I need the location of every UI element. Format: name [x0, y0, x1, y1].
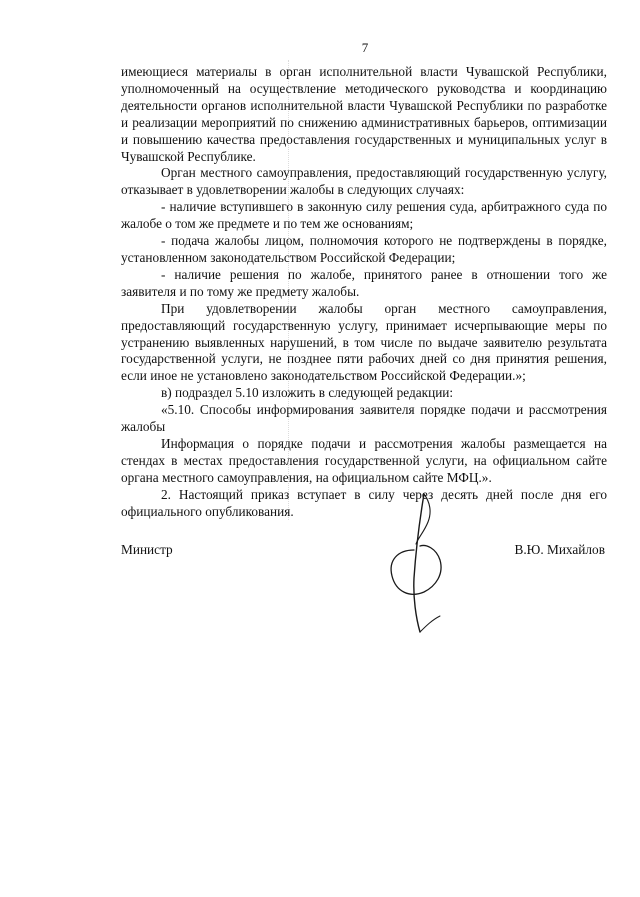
paragraph-refusal-case-repeat: - наличие решения по жалобе, принятого ранее в отношении того же заявителя и по тому же предмету жалобы.	[121, 266, 607, 299]
paragraph-subsection-heading: «5.10. Способы информирования заявителя порядке подачи и рассмотрения жалобы	[121, 402, 607, 435]
paragraph-continuation: имеющиеся материалы в орган исполнительной власти Чувашской Республики, уполномоченный на осуществление методического руководства и координацию деятельности органов исполнительной власти Чувашской Республики по разработке и реализации мероприятий по снижению административных барьеров, оптимизации и повышению качества предоставления государственных и муниципальных услуг в Чувашской Республике.	[121, 64, 607, 164]
paragraph-refusal-case-authority: - подача жалобы лицом, полномочия которого не подтверждены в порядке, установленном законодательством Российской Федерации;	[121, 233, 607, 265]
document-body	[121, 64, 607, 520]
paragraph-satisfaction: При удовлетворении жалобы орган местного самоуправления, предоставляющий государственную услугу, принимает исчерпывающие меры по устранению выявленных нарушений, в том числе по выдаче заявителю результата государственной услуги, не позднее пяти рабочих дней со дня принятия решения, если иное не установлено законодательством Российской Федерации.»;	[121, 300, 607, 384]
page-number: 7	[361, 40, 369, 55]
paragraph-subsection-instruction: в) подраздел 5.10 изложить в следующей редакции:	[161, 385, 454, 401]
paragraph-refusal-case-court: - наличие вступившего в законную силу решения суда, арбитражного суда по жалобе о том же предмете и по тем же основаниям;	[121, 199, 607, 232]
paragraph-refusal-intro: Орган местного самоуправления, предоставляющий государственную услугу, отказывает в удовлетворении жалобы в следующих случаях:	[121, 165, 607, 198]
signatory-title: Министр	[121, 542, 173, 557]
signatory-name: В.Ю. Михайлов	[514, 542, 605, 557]
paragraph-effective-date: 2. Настоящий приказ вступает в силу через десять дней после дня его официального опубликования.	[121, 486, 607, 519]
paragraph-information: Информация о порядке подачи и рассмотрения жалобы размещается на стендах в местах предоставления государственной услуги, на официальном сайте органа местного самоуправления, на официальном сайте МФЦ.».	[121, 435, 607, 485]
handwritten-signature-icon	[380, 488, 460, 638]
